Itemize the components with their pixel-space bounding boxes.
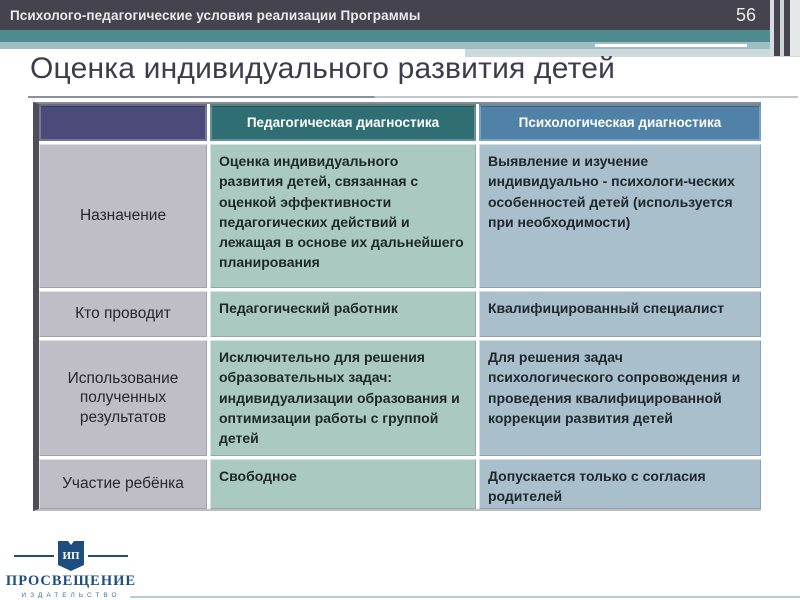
column-header-pedagogical: Педагогическая диагностика [210,104,476,141]
shield-icon [58,541,84,571]
table-corner-cell [39,104,207,141]
cell-purpose-psychological: Выявление и изучение индивидуально - психологи-ческих особенностей детей (используется при необходимости) [479,144,761,288]
cell-purpose-pedagogical: Оценка индивидуального развития детей, связанная с оценкой эффективности педагогических действий и лежащая в основе их дальнейшего планирования [210,144,476,288]
bottom-rule [130,596,800,598]
white-accent-line [595,44,747,47]
slide-title: Оценка индивидуального развития детей [30,52,616,85]
logo-subtitle: ИЗДАТЕЛЬСТВО [21,592,121,599]
corner-stripe-decoration [770,0,800,56]
title-underline [28,96,798,98]
page-number: 56 [735,4,756,25]
cell-who-psychological: Квалифицированный специалист [479,291,761,337]
logo-left-line [14,555,54,557]
logo-right-line [88,555,128,557]
cell-usage-psychological: Для решения задач психологического сопровождения и проведения квалифицированной коррекции развития детей [479,340,761,456]
slide-header-bar [0,0,770,30]
cell-who-pedagogical: Педагогический работник [210,291,476,337]
diagnostics-table [33,102,761,511]
row-label-child-participation: Участие ребёнка [39,459,207,509]
logo-emblem-row [10,541,132,571]
logo-name: ПРОСВЕЩЕНИЕ [5,573,137,589]
row-label-results-usage: Использование полученных результатов [39,340,207,456]
publisher-logo [5,541,137,599]
cell-participation-psychological: Допускается только с согласия родителей [479,459,761,509]
cell-participation-pedagogical: Свободное [210,459,476,509]
teal-band [0,28,800,42]
cell-usage-pedagogical: Исключительно для решения образовательных задач: индивидуализации образования и оптимизации работы с группой детей [210,340,476,456]
row-label-who-conducts: Кто проводит [39,291,207,337]
header-title: Психолого-педагогические условия реализации Программы [10,7,421,23]
logo-monogram: ИП [62,550,80,562]
row-label-purpose: Назначение [39,144,207,288]
column-header-psychological: Психологическая диагностика [479,104,761,141]
